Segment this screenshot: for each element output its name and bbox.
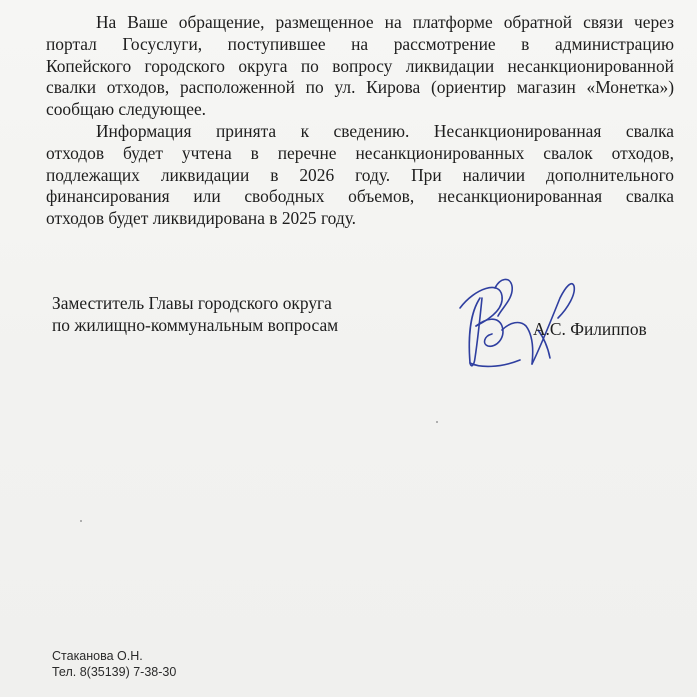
text-line: свалки отходов, расположенной по ул. Кирова (ориентир магазин «Монетка») bbox=[46, 77, 674, 98]
text-line: финансирования или свободных объемов, несанкционированная свалка bbox=[46, 186, 674, 207]
signatory-name: А.С. Филиппов bbox=[533, 319, 647, 339]
text-line: сообщаю следующее. bbox=[46, 99, 207, 120]
signatory-position bbox=[52, 292, 338, 336]
letter-body bbox=[46, 12, 674, 230]
position-line: по жилищно-коммунальным вопросам bbox=[52, 315, 339, 335]
text-line: Копейского городского округа по вопросу ликвидации несанкционированной bbox=[46, 55, 674, 76]
position-line: Заместитель Главы городского округа bbox=[52, 293, 332, 313]
scan-speck bbox=[80, 520, 82, 522]
scan-speck bbox=[436, 421, 438, 423]
text-line: На Ваше обращение, размещенное на платформе обратной связи через bbox=[96, 12, 674, 32]
text-line: портал Госуслуги, поступившее на рассмотрение в администрацию bbox=[46, 33, 674, 54]
text-line: отходов будет ликвидирована в 2025 году. bbox=[46, 208, 356, 229]
text-line: Информация принята к сведению. Несанкционированная свалка bbox=[96, 120, 674, 141]
executor-contact bbox=[52, 648, 176, 680]
executor-name: Стаканова О.Н. bbox=[52, 649, 143, 663]
text-line: подлежащих ликвидации в 2026 году. При наличии дополнительного bbox=[46, 164, 674, 185]
text-line: отходов будет учтена в перечне несанкционированных свалок отходов, bbox=[46, 142, 674, 163]
paragraph-2 bbox=[46, 121, 674, 230]
paragraph-1 bbox=[46, 12, 674, 121]
executor-phone: Тел. 8(35139) 7-38-30 bbox=[52, 665, 177, 679]
